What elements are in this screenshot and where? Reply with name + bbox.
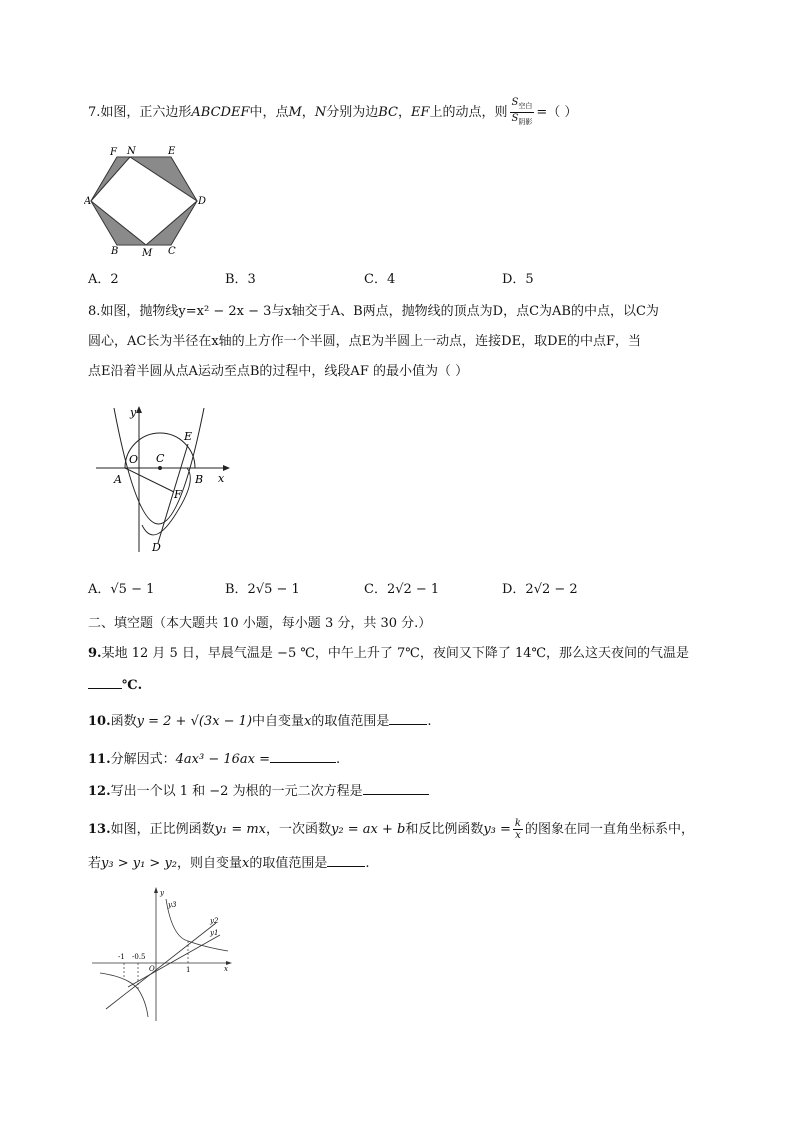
label-B: B	[111, 246, 119, 257]
q9-stem: 9.某地 12 月 5 日，早晨气温是 −5 ℃，中午上升了 7℃，夜间又下降了 14℃，那么这天夜间的气温是	[88, 646, 690, 661]
label-y: y	[160, 889, 164, 897]
label-A: A	[84, 196, 92, 207]
label-E: E	[168, 146, 176, 157]
label-origin: O	[149, 965, 155, 973]
label-y2: y2	[210, 917, 219, 925]
q8-option-d[interactable]: D．2√2 − 2	[502, 582, 578, 597]
q12-stem: 12.写出一个以 1 和 −2 为根的一元二次方程是	[88, 780, 429, 802]
q9-answer-blank[interactable]	[88, 674, 122, 689]
q11-formula: 4ax³ − 16ax =	[175, 752, 271, 767]
q11-stem: 11.分解因式：4ax³ − 16ax = .	[88, 748, 340, 770]
label-y1: y1	[210, 929, 219, 937]
q10-formula: y = 2 + √(3x − 1)	[136, 714, 253, 729]
label-x: x	[218, 472, 225, 485]
label-N: N	[127, 146, 136, 157]
label-F: F	[110, 147, 117, 158]
q8-option-b[interactable]: B．2√5 − 1	[225, 582, 300, 597]
q7-stem: 7.如图，正六边形ABCDEF中，点M，N分别为边BC，EF上的动点，则 $\frac{S_{空白}}{S_{阴影}}$ =（ ）	[88, 97, 578, 126]
label-D: D	[198, 196, 207, 207]
label-1: 1	[186, 966, 191, 974]
label-x: x	[224, 965, 228, 973]
q9-answer-line: ℃.	[88, 674, 142, 696]
y-axis-arrow	[154, 887, 158, 893]
label-C: C	[168, 246, 176, 257]
label-O: O	[129, 453, 139, 466]
q7-option-a[interactable]: A．2	[88, 272, 119, 287]
q8-option-a[interactable]: A．√5 − 1	[88, 582, 155, 597]
q8-line-3: 点E沿着半圆从点A运动至点B的过程中，线段AF 的最小值为（ ）	[88, 364, 469, 379]
q13-function-graph	[88, 885, 238, 1025]
label-B: B	[195, 473, 204, 486]
y2-line	[106, 923, 219, 1009]
q10-answer-blank[interactable]	[389, 710, 427, 725]
section-2-title: 二、填空题（本大题共 10 小题，每小题 3 分，共 30 分.）	[88, 616, 432, 631]
q7-option-d[interactable]: D．5	[502, 272, 534, 287]
q8-option-c[interactable]: C．2√2 − 1	[364, 582, 440, 597]
label-y3: y3	[168, 901, 177, 909]
label-minus-0.5: -0.5	[132, 953, 146, 961]
q7-hexagon-figure	[84, 142, 214, 260]
f-locus	[142, 468, 190, 535]
q13-line-2: 若y₃ > y₁ > y₂，则自变量x的取值范围是 .	[88, 852, 370, 874]
y-axis-arrow	[136, 406, 142, 413]
segment-AF	[125, 468, 174, 492]
inner-quadrilateral	[91, 157, 197, 245]
label-F: F	[174, 488, 182, 501]
q7-option-b[interactable]: B．3	[225, 272, 256, 287]
label-minus-1: -1	[118, 953, 125, 961]
q7-option-c[interactable]: C．4	[364, 272, 396, 287]
q8-parabola-figure	[92, 400, 242, 560]
parabola	[114, 408, 204, 524]
x-axis-arrow	[223, 465, 230, 471]
q13-k-over-x: $\frac{k}{x}$	[514, 818, 521, 841]
label-M: M	[142, 248, 153, 259]
q13-answer-blank[interactable]	[327, 852, 365, 867]
q8-line-2: 圆心，AC长为半径在x轴的上方作一个半圆，点E为半圆上一动点，连接DE，取DE的中点F，当	[88, 334, 642, 349]
label-A: A	[114, 473, 122, 486]
q11-answer-blank[interactable]	[270, 748, 336, 763]
label-E: E	[184, 430, 193, 443]
q10-stem: 10.函数y = 2 + √(3x − 1)中自变量x的取值范围是 .	[88, 710, 432, 732]
label-C: C	[156, 452, 165, 465]
q13-line-1: 13.如图，正比例函数y₁ = mx，一次函数y₂ = ax + b和反比例函数y₃ = $\frac{k}{x}$ 的图象在同一直角坐标系中，	[88, 818, 694, 841]
label-y: y	[130, 406, 137, 419]
point-C	[158, 466, 162, 470]
q7-ratio-fraction: $\frac{S_{空白}}{S_{阴影}}$	[511, 97, 533, 126]
q8-line-1: 8.如图，抛物线y=x² − 2x − 3与x轴交于A、B两点，抛物线的顶点为D，点C为AB的中点，以C为	[88, 304, 659, 319]
y1-line	[128, 935, 220, 987]
q12-answer-blank[interactable]	[363, 780, 429, 795]
label-D: D	[152, 541, 161, 554]
